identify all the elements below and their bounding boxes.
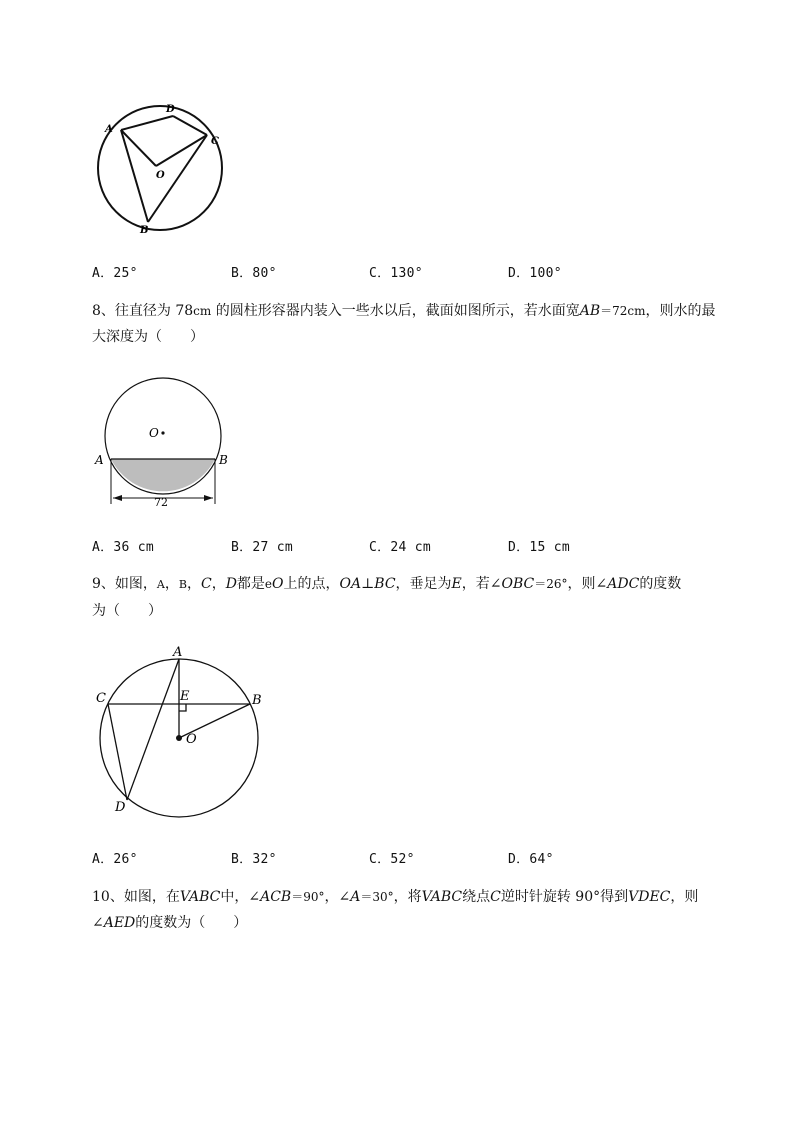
q9-math: B (178, 578, 187, 591)
q9-math: ＝26° (534, 577, 568, 591)
q8-option-c: C．24 cm (369, 540, 432, 555)
q8-center-dot (161, 431, 164, 434)
q10-text: ，将 (393, 889, 422, 905)
q8-option-b: B．27 cm (231, 540, 294, 555)
q7-label-a: A (105, 124, 113, 135)
q8-text: 8、往直径为 78 (92, 303, 194, 319)
q7-figure (92, 98, 232, 238)
q8-label-a: A (95, 453, 104, 467)
q8-math-ab: AB (579, 303, 601, 319)
q9-text: ，则 (567, 576, 596, 592)
q7-label-b: B (140, 225, 149, 236)
q9-math: ⊥ (361, 576, 375, 592)
q8-math-value: ＝72 (600, 304, 628, 318)
q7-label-d: D (166, 104, 175, 115)
q9-math: OA (339, 576, 362, 592)
q10-text: ， (324, 889, 339, 905)
q8-figure (92, 372, 242, 512)
q10-text: ，则 (670, 889, 699, 905)
q9-option-b: B．32° (231, 852, 277, 867)
q7-circle-diagram (92, 98, 232, 238)
q8-text: 的圆柱形容器内装入一些水以后，截面如图所示，若水面宽 (211, 303, 580, 319)
q7-option-d: D．100° (508, 266, 562, 281)
q8-option-a: A．36 cm (92, 540, 155, 555)
q9-option-d: D．64° (508, 852, 554, 867)
q10-math: VABC (179, 889, 221, 905)
q8-unit: cm (193, 304, 212, 318)
q9-math: D (225, 576, 237, 592)
q10-math: ∠ACB (248, 889, 292, 905)
q10-math: ＝90° (291, 890, 325, 904)
q10-text: 逆时针旋转 90°得到 (500, 889, 629, 905)
q9-text: 上的点， (283, 576, 340, 592)
q9-stem (92, 571, 742, 624)
q10-stem-line2 (92, 910, 742, 936)
q8-circle-diagram (92, 372, 242, 512)
q9-math: ∠OBC (489, 576, 535, 592)
q7-label-c: C (211, 136, 219, 147)
q9-text: ， (211, 576, 226, 592)
q9-math: O (272, 576, 284, 592)
q9-text: ， (164, 576, 179, 592)
q9-circle-symbol: e (264, 577, 273, 591)
q9-circle-diagram (92, 640, 272, 820)
q9-stem-line1 (92, 571, 742, 598)
q7-option-b: B．80° (231, 266, 277, 281)
q9-label-a: A (173, 645, 183, 660)
q8-text: ，则水的最 (645, 303, 716, 319)
q9-figure (92, 640, 272, 820)
q10-text: 绕点 (462, 889, 491, 905)
q10-stem (92, 884, 742, 936)
q9-math: E (451, 576, 462, 592)
q7-option-c: C．130° (369, 266, 423, 281)
q8-stem-line1 (92, 298, 742, 324)
q9-text: ，若 (461, 576, 490, 592)
q9-option-a: A．26° (92, 852, 138, 867)
q8-label-b: B (219, 453, 228, 467)
q10-math: VDEC (628, 889, 671, 905)
q10-math: ＝30° (360, 890, 394, 904)
q9-math: BC (374, 576, 396, 592)
q10-text: 中， (220, 889, 249, 905)
q9-math: A (156, 578, 165, 591)
q9-label-e: E (180, 689, 190, 704)
q9-text: 9、如图， (92, 576, 157, 592)
q8-label-width: 72 (154, 496, 168, 509)
q9-center-dot (176, 735, 182, 741)
q10-math: C (490, 889, 501, 905)
q10-math: ∠A (338, 889, 361, 905)
q7-option-a: A．25° (92, 266, 138, 281)
q9-label-o: O (186, 732, 197, 747)
q8-unit: cm (627, 304, 646, 318)
q9-label-d: D (115, 800, 126, 815)
q10-math: VABC (421, 889, 463, 905)
q9-label-c: C (96, 691, 106, 706)
q10-stem-line1 (92, 884, 742, 910)
q7-circle (98, 106, 222, 230)
q9-text: 的度数 (639, 576, 682, 592)
q8-water-region (111, 459, 215, 491)
q10-math: ∠AED (92, 915, 136, 931)
q7-label-o: O (156, 170, 165, 181)
q10-text: 的度数为（ ） (135, 915, 248, 931)
q9-math: ∠ADC (595, 576, 640, 592)
q9-option-c: C．52° (369, 852, 415, 867)
q10-text: 10、如图，在 (92, 889, 180, 905)
q8-stem (92, 298, 742, 350)
q9-math: C (200, 576, 212, 592)
q9-text: ，垂足为 (395, 576, 452, 592)
q9-text: 都是 (236, 576, 265, 592)
q9-label-b: B (252, 693, 262, 708)
q9-text: ， (186, 576, 201, 592)
q8-option-d: D．15 cm (508, 540, 571, 555)
q8-label-o: O (149, 426, 159, 440)
q8-stem-line2: 大深度为（ ） (92, 329, 204, 345)
q9-stem-line2: 为（ ） (92, 603, 162, 619)
